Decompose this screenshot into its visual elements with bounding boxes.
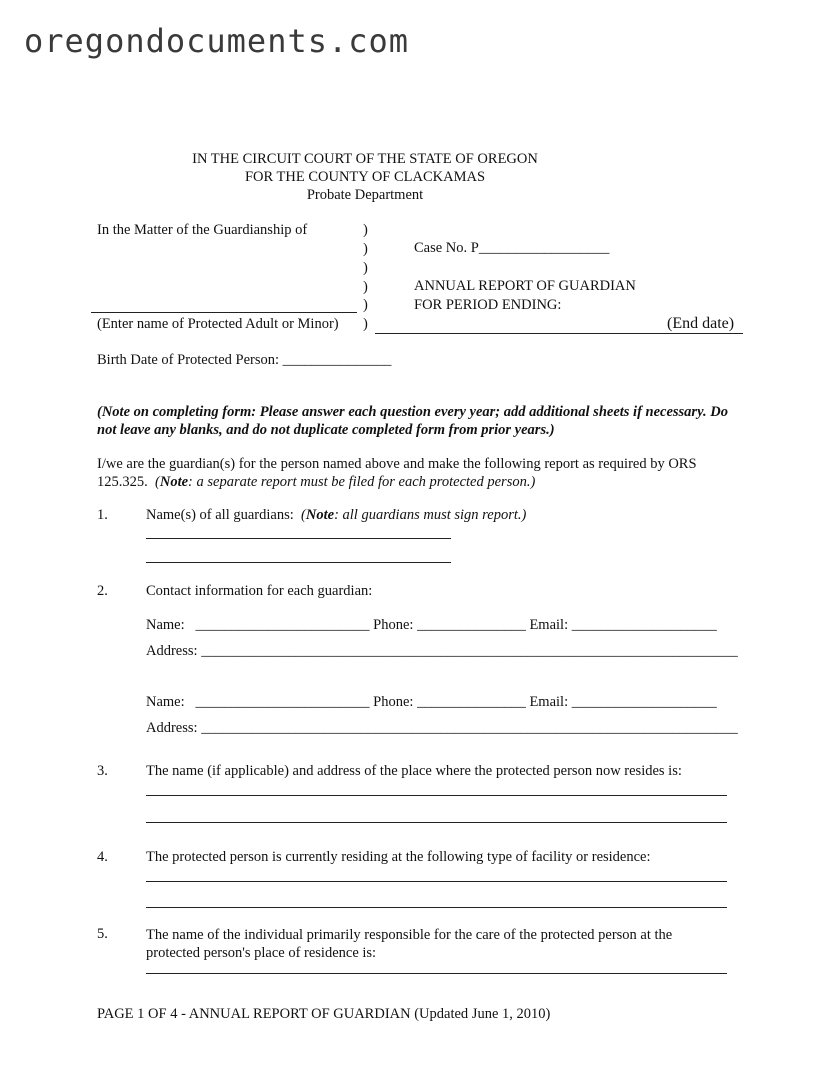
birth-date-field[interactable]: _______________ [282, 352, 392, 368]
item-3-question: The name (if applicable) and address of the place where the protected person now resides is: [146, 763, 682, 779]
report-title: ANNUAL REPORT OF GUARDIAN [414, 278, 636, 294]
contact-phone-label: Phone: [373, 694, 414, 710]
contact-address-label: Address: [146, 720, 198, 736]
contact-email-field[interactable]: ____________________ [571, 617, 717, 633]
contact-address-row [146, 720, 738, 737]
item-number: 3. [97, 763, 108, 779]
contact-address-label: Address: [146, 643, 198, 659]
contact-email-label: Email: [529, 617, 569, 633]
birth-date-label: Birth Date of Protected Person: [97, 352, 280, 368]
item-4-question: The protected person is currently residing at the following type of facility or residence: [146, 849, 651, 865]
court-title-line3: Probate Department [306, 187, 424, 203]
protected-person-name-hint: (Enter name of Protected Adult or Minor) [97, 316, 339, 332]
item-2-question: Contact information for each guardian: [146, 583, 373, 599]
contact-address-row [146, 643, 738, 660]
facility-type-answer-line[interactable] [146, 907, 727, 908]
item-number: 5. [97, 926, 108, 942]
item-number: 2. [97, 583, 108, 599]
item-number: 1. [97, 507, 108, 523]
facility-type-answer-line[interactable] [146, 881, 727, 882]
court-title-line2: FOR THE COUNTY OF CLACKAMAS [244, 169, 486, 185]
period-ending-label: FOR PERIOD ENDING: [414, 297, 562, 313]
item-number: 4. [97, 849, 108, 865]
contact-phone-field[interactable]: _______________ [417, 694, 526, 710]
guardian-name-field[interactable] [146, 538, 451, 539]
item-5-question: The name of the individual primarily responsible for the care of the protected person at the protected person's place of residence is: [146, 927, 673, 961]
page-footer: PAGE 1 OF 4 - ANNUAL REPORT OF GUARDIAN (Updated June 1, 2010) [97, 1006, 551, 1022]
protected-person-name-field[interactable] [91, 312, 357, 313]
caption-paren: ) [363, 241, 368, 257]
item-1-question: Name(s) of all guardians: (Note: all guardians must sign report.) [146, 507, 527, 523]
residence-answer-line[interactable] [146, 822, 727, 823]
caption-paren: ) [363, 260, 368, 276]
contact-name-field[interactable]: ________________________ [195, 617, 370, 633]
caregiver-answer-line[interactable] [146, 973, 727, 974]
completion-note: (Note on completing form: Please answer each question every year; add additional sheets if necessary. Do not leave any blanks, and do not duplicate completed form from prior years.) [97, 404, 728, 438]
case-number[interactable]: Case No. P__________________ [414, 240, 610, 256]
intro-note: (Note: a separate report must be filed for each protected person.) [155, 474, 536, 490]
watermark: oregondocuments.com [24, 22, 410, 60]
contact-row [146, 617, 717, 634]
matter-label: In the Matter of the Guardianship of [97, 222, 308, 238]
intro-paragraph [97, 455, 737, 491]
contact-address-field[interactable]: __________________________________________________________________________ [201, 720, 738, 736]
contact-phone-label: Phone: [373, 617, 414, 633]
court-title-line1: IN THE CIRCUIT COURT OF THE STATE OF OREGON [192, 151, 538, 167]
end-date-label: (End date) [667, 315, 735, 332]
caption-paren: ) [363, 279, 368, 295]
end-date-field[interactable] [375, 333, 743, 334]
contact-email-label: Email: [529, 694, 569, 710]
birth-date-row [97, 352, 391, 369]
contact-name-label: Name: [146, 694, 185, 710]
caption-paren: ) [363, 222, 368, 238]
contact-name-field[interactable]: ________________________ [195, 694, 370, 710]
intro-text: I/we are the guardian(s) for the person named above and make the following report as required by ORS 125.325. [97, 456, 697, 490]
contact-row [146, 694, 717, 711]
contact-name-label: Name: [146, 617, 185, 633]
residence-answer-line[interactable] [146, 795, 727, 796]
contact-phone-field[interactable]: _______________ [417, 617, 526, 633]
caption-paren: ) [363, 297, 368, 313]
guardian-name-field[interactable] [146, 562, 451, 563]
caption-paren: ) [363, 316, 368, 332]
contact-address-field[interactable]: __________________________________________________________________________ [201, 643, 738, 659]
contact-email-field[interactable]: ____________________ [571, 694, 717, 710]
